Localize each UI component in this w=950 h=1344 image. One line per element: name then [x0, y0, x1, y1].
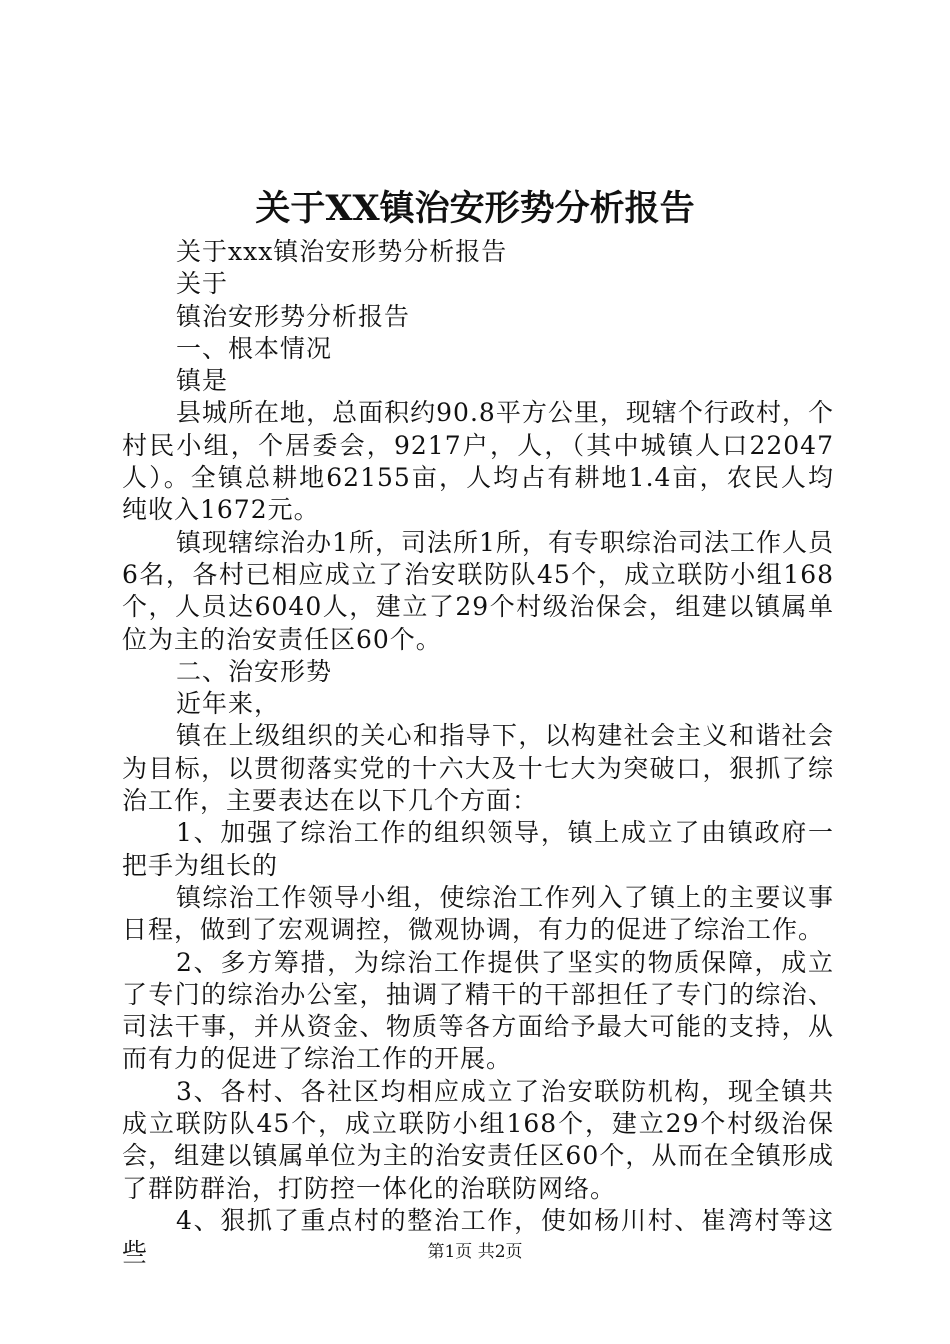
- section-heading: 二、治安形势: [176, 656, 333, 686]
- paragraph: 3、各村、各社区均相应成立了治安联防机构，现全镇共成立联防队45个，成立联防小组168个，建立29个村级治保会，组建以镇属单位为主的治安责任区60个，从而在全镇形成了群防群治，打防控一体化的治联防网络。: [122, 1076, 834, 1203]
- paragraph: 关于xxx镇治安形势分析报告: [176, 237, 508, 266]
- document-body: [122, 236, 834, 1270]
- document-title: 关于XX镇治安形势分析报告: [255, 188, 695, 229]
- paragraph: 1、加强了综治工作的组织领导，镇上成立了由镇政府一把手为组长的: [122, 818, 834, 880]
- paragraph: 镇在上级组织的关心和指导下，以构建社会主义和谐社会为目标，以贯彻落实党的十六大及十七大为突破口，狠抓了综治工作，主要表达在以下几个方面：: [122, 721, 834, 816]
- paragraph: 镇现辖综治办1所，司法所1所，有专职综治司法工作人员6名，各村已相应成立了治安联防队45个，成立联防小组168个，人员达6040人，建立了29个村级治保会，组建以镇属单位为主的治安责任区60个。: [122, 527, 834, 654]
- paragraph: 县城所在地，总面积约90.8平方公里，现辖个行政村，个村民小组，个居委会，9217户，人，（其中城镇人口22047人）。全镇总耕地62155亩，人均占有耕地1.4亩，农民人均纯收入1672元。: [122, 398, 834, 525]
- paragraph: 近年来，: [176, 689, 281, 719]
- section-heading: 一、根本情况: [176, 333, 333, 363]
- paragraph: 镇综治工作领导小组，使综治工作列入了镇上的主要议事日程，做到了宏观调控，微观协调，有力的促进了综治工作。: [122, 882, 834, 945]
- paragraph: 镇是: [176, 366, 229, 396]
- paragraph: 4、狠抓了重点村的整治工作，使如杨川村、崔湾村等这些: [122, 1205, 834, 1268]
- paragraph: 关于: [176, 269, 229, 299]
- page-footer: 第1页 共2页: [427, 1242, 523, 1262]
- paragraph: 2、多方筹措，为综治工作提供了坚实的物质保障，成立了专门的综治办公室，抽调了精干的干部担任了专门的综治、司法干事，并从资金、物质等各方面给予最大可能的支持，从而有力的促进了综治工作的开展。: [122, 947, 834, 1074]
- paragraph: 镇治安形势分析报告: [176, 301, 411, 331]
